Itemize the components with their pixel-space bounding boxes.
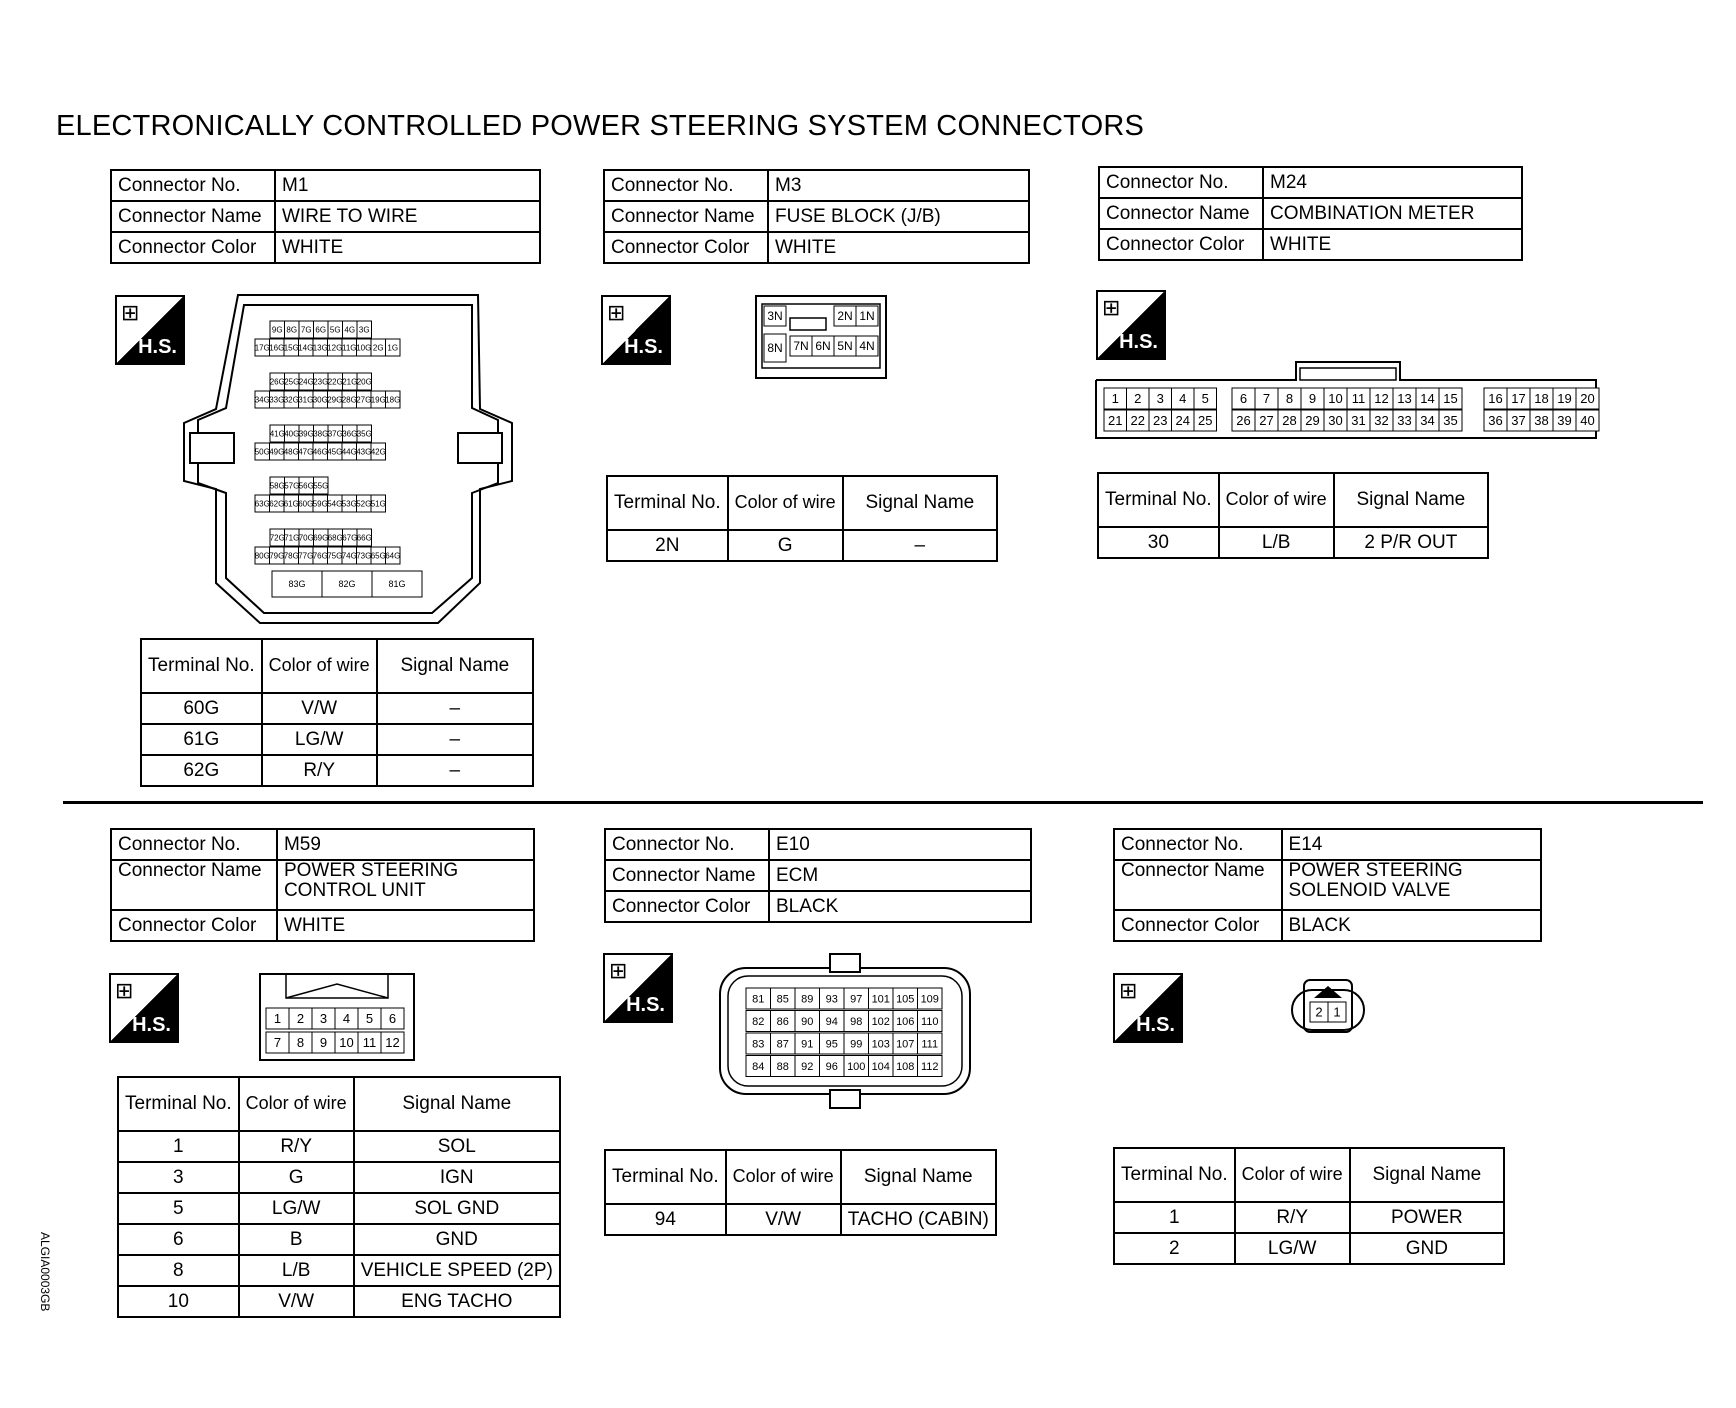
pin-label: 79G	[269, 551, 285, 561]
pin-label: 38	[1534, 413, 1549, 429]
pin-label: 47G	[298, 447, 314, 457]
pin-label: 112	[920, 1060, 939, 1073]
connector-color-value: WHITE	[275, 232, 540, 263]
pin-label: 3	[1156, 391, 1164, 407]
pin-label: 35G	[356, 429, 372, 439]
terminal-table-e10: Terminal No. Color of wire Signal Name 94 V/W TACHO (CABIN)	[604, 1149, 997, 1236]
terminal-table-m1: Terminal No. Color of wire Signal Name 60G V/W – 61G LG/W – 62G R/Y –	[140, 638, 534, 787]
pin-label: 1	[1111, 391, 1119, 407]
pin-label: 91	[801, 1038, 814, 1051]
pin-label: 13G	[312, 343, 328, 353]
pin-label: 45G	[327, 447, 343, 457]
pin-label: 35	[1443, 413, 1458, 429]
harness-side-icon: ⊞ H.S.	[601, 295, 671, 365]
pin-label: 41G	[269, 429, 285, 439]
pin-label: 32	[1374, 413, 1389, 429]
pin-label: 36G	[342, 429, 358, 439]
pin-label: 109	[920, 993, 939, 1006]
page-title: ELECTRONICALLY CONTROLLED POWER STEERING SYSTEM CONNECTORS	[56, 110, 1145, 142]
pin-label: 101	[871, 993, 890, 1006]
pin-label: 32G	[283, 395, 299, 405]
pin-label: 39	[1557, 413, 1572, 429]
pin-label: 2	[296, 1011, 305, 1027]
pin-label: 88	[776, 1060, 789, 1073]
harness-side-icon: ⊞ H.S.	[1096, 290, 1166, 360]
pin-label: 59G	[312, 499, 328, 509]
connector-no-value: M1	[275, 170, 540, 201]
pin-label: 4	[342, 1011, 351, 1027]
pin-label: 30	[1328, 413, 1343, 429]
figure-code: ALGIA0003GB	[38, 1232, 52, 1312]
terminal-table-m24: Terminal No. Color of wire Signal Name 30 L/B 2 P/R OUT	[1097, 472, 1489, 559]
pin-label: 70G	[298, 533, 314, 543]
pin-label: 12G	[327, 343, 343, 353]
pin-label: 7N	[793, 339, 809, 354]
pin-label: 5	[365, 1011, 374, 1027]
pin-label: 93	[825, 993, 838, 1006]
pin-label: 98	[850, 1015, 863, 1028]
pin-label: 55G	[313, 481, 329, 491]
pin-label: 82	[752, 1015, 765, 1028]
pin-label: 77G	[298, 551, 314, 561]
pin-label: 92	[801, 1060, 814, 1073]
pin-label: 2	[1134, 391, 1142, 407]
connector-e10-diagram	[718, 952, 972, 1112]
pin-label: 6N	[815, 339, 831, 354]
pin-label: 37G	[327, 429, 343, 439]
pin-label: 2G	[372, 343, 384, 353]
pin-label: 12	[385, 1035, 400, 1051]
pin-label: 14G	[298, 343, 314, 353]
harness-side-icon: ⊞ H.S.	[109, 973, 179, 1043]
pin-label: 11G	[341, 343, 357, 353]
pin-label: 63G	[254, 499, 270, 509]
pin-label: 65G	[370, 551, 386, 561]
pin-label: 37	[1511, 413, 1526, 429]
pin-label: 17G	[254, 343, 270, 353]
pin-label: 56G	[298, 481, 314, 491]
pin-label: 84	[752, 1060, 765, 1073]
pin-label: 96	[825, 1060, 838, 1073]
pin-label: 9	[1308, 391, 1317, 407]
pin-label: 43G	[356, 447, 372, 457]
pin-label: 31	[1351, 413, 1366, 429]
label-connector-no: Connector No.	[111, 170, 275, 201]
pin-label: 53G	[341, 499, 357, 509]
pin-label: 2	[1315, 1004, 1323, 1020]
harness-side-icon: ⊞ H.S.	[603, 953, 673, 1023]
pin-label: 94	[825, 1015, 838, 1028]
terminal-table-e14: Terminal No. Color of wire Signal Name 1 R/Y POWER 2 LG/W GND	[1113, 1147, 1505, 1265]
pin-label: 1G	[387, 343, 399, 353]
pin-label: 40	[1580, 413, 1595, 429]
pin-label: 14	[1420, 391, 1435, 407]
pin-label: 107	[896, 1038, 915, 1051]
pin-label: 3G	[358, 325, 370, 335]
pin-label: 78G	[283, 551, 299, 561]
pin-label: 4	[1179, 391, 1187, 407]
pin-label: 87	[776, 1038, 789, 1051]
section-divider	[63, 801, 1703, 804]
pin-label: 34	[1420, 413, 1435, 429]
terminal-table-m3: Terminal No. Color of wire Signal Name 2N G –	[606, 475, 998, 562]
pin-label: 4N	[859, 339, 875, 354]
table-row: 5 LG/W SOL GND	[118, 1193, 560, 1224]
pin-label: 1	[1333, 1004, 1341, 1020]
pin-label: 95	[825, 1038, 838, 1051]
pin-label: 105	[896, 993, 915, 1006]
pin-label: 83	[752, 1038, 765, 1051]
pin-label: 104	[871, 1060, 890, 1073]
pin-label: 58G	[269, 481, 285, 491]
pin-label: 61G	[283, 499, 299, 509]
pin-label: 22G	[327, 377, 343, 387]
pin-label: 15	[1443, 391, 1458, 407]
pin-label: 51G	[370, 499, 386, 509]
pin-label: 33	[1397, 413, 1412, 429]
pin-label: 7G	[300, 325, 312, 335]
pin-label: 54G	[327, 499, 343, 509]
pin-label: 19	[1557, 391, 1572, 407]
pin-label: 100	[847, 1060, 866, 1073]
pin-label: 19G	[370, 395, 386, 405]
connector-info-m24: Connector No. M24 Connector Name COMBINATION METER Connector Color WHITE	[1098, 166, 1523, 261]
table-row: 1 R/Y SOL	[118, 1131, 560, 1162]
pin-label: 16G	[269, 343, 285, 353]
pin-label: 28	[1282, 413, 1297, 429]
pin-label: 6G	[315, 325, 327, 335]
label-connector-color: Connector Color	[111, 232, 275, 263]
connector-info-m1	[110, 169, 541, 264]
pin-label: 67G	[342, 533, 358, 543]
connector-info-m3: Connector No. M3 Connector Name FUSE BLOCK (J/B) Connector Color WHITE	[603, 169, 1030, 264]
pin-label: 81	[752, 993, 765, 1006]
pin-label: 40G	[284, 429, 300, 439]
pin-label: 23	[1153, 413, 1168, 429]
pin-label: 11	[1351, 391, 1366, 407]
pin-label: 20G	[356, 377, 372, 387]
pin-label: 8G	[286, 325, 298, 335]
pin-label: 8	[296, 1035, 305, 1051]
pin-label: 13	[1397, 391, 1412, 407]
pin-label: 52G	[356, 499, 372, 509]
pin-label: 97	[850, 993, 863, 1006]
pin-label: 5N	[837, 339, 853, 354]
table-row: 3 G IGN	[118, 1162, 560, 1193]
pin-label: 26	[1236, 413, 1251, 429]
pin-label: 74G	[341, 551, 357, 561]
pin-label: 6	[388, 1011, 397, 1027]
pin-label: 11	[362, 1035, 377, 1051]
connector-info-m59: Connector No. M59 Connector Name POWER STEERING CONTROL UNIT Connector Color WHITE	[110, 828, 535, 942]
pin-label: 6	[1239, 391, 1248, 407]
terminal-table-m59: Terminal No. Color of wire Signal Name 1 R/Y SOL 3 G IGN 5 LG/W SOL GND 6 B GND 8 L/B VEHICLE SPEED (2P) 10 V/W ENG TACHO	[117, 1076, 561, 1318]
pin-label: 85	[776, 993, 789, 1006]
pin-label: 16	[1488, 391, 1503, 407]
pin-label: 80G	[254, 551, 270, 561]
pin-label: 24	[1175, 413, 1190, 429]
pin-label: 5G	[329, 325, 341, 335]
pin-label: 71G	[284, 533, 300, 543]
harness-side-icon: ⊞ H.S.	[115, 295, 185, 365]
pin-label: 62G	[269, 499, 285, 509]
table-row: 2N G –	[607, 530, 997, 561]
table-row: 60G V/W –	[141, 693, 533, 724]
pin-label: 25G	[284, 377, 300, 387]
pin-label: 57G	[284, 481, 300, 491]
pin-label: 38G	[313, 429, 329, 439]
pin-label: 83G	[288, 579, 306, 590]
pin-label: 60G	[298, 499, 314, 509]
pin-label: 33G	[269, 395, 285, 405]
pin-label: 69G	[313, 533, 329, 543]
pin-label: 50G	[254, 447, 270, 457]
pin-label: 31G	[298, 395, 314, 405]
pin-label: 1N	[859, 309, 875, 324]
pin-label: 44G	[341, 447, 357, 457]
pin-label: 15G	[283, 343, 299, 353]
pin-label: 81G	[388, 579, 406, 590]
pin-label: 102	[871, 1015, 890, 1028]
pin-label: 111	[921, 1038, 939, 1051]
pin-label: 90	[801, 1015, 814, 1028]
pin-label: 39G	[298, 429, 314, 439]
pin-label: 17	[1511, 391, 1526, 407]
connector-info-e10: Connector No. E10 Connector Name ECM Connector Color BLACK	[604, 828, 1032, 923]
pin-label: 29	[1305, 413, 1320, 429]
connector-m59-diagram	[258, 972, 416, 1062]
pin-label: 1	[273, 1011, 282, 1027]
pin-label: 8	[1285, 391, 1294, 407]
connector-m3-diagram	[754, 294, 888, 380]
pin-label: 28G	[341, 395, 357, 405]
pin-label: 26G	[269, 377, 285, 387]
pin-label: 4G	[344, 325, 356, 335]
table-row: 8 L/B VEHICLE SPEED (2P)	[118, 1255, 560, 1286]
pin-label: 21G	[342, 377, 358, 387]
table-row: 2 LG/W GND	[1114, 1233, 1504, 1264]
pin-label: 46G	[312, 447, 328, 457]
pin-label: 110	[920, 1015, 939, 1028]
table-row: 62G R/Y –	[141, 755, 533, 786]
pin-label: 20	[1580, 391, 1595, 407]
pin-label: 7	[273, 1035, 282, 1051]
pin-label: 2N	[837, 309, 853, 324]
pin-label: 21	[1108, 413, 1123, 429]
pin-label: 5	[1201, 391, 1209, 407]
pin-label: 24G	[298, 377, 314, 387]
pin-label: 8N	[767, 341, 783, 356]
table-row: 10 V/W ENG TACHO	[118, 1286, 560, 1317]
table-row: 6 B GND	[118, 1224, 560, 1255]
table-row: 30 L/B 2 P/R OUT	[1098, 527, 1488, 558]
pin-label: 10	[1328, 391, 1343, 407]
pin-label: 29G	[327, 395, 343, 405]
pin-label: 66G	[356, 533, 372, 543]
pin-label: 25	[1198, 413, 1213, 429]
connector-info-e14: Connector No. E14 Connector Name POWER STEERING SOLENOID VALVE Connector Color BLACK	[1113, 828, 1542, 942]
pin-label: 7	[1262, 391, 1271, 407]
connector-e14-diagram	[1290, 978, 1366, 1044]
pin-label: 27	[1259, 413, 1274, 429]
pin-label: 106	[896, 1015, 915, 1028]
pin-label: 30G	[312, 395, 328, 405]
table-row: 1 R/Y POWER	[1114, 1202, 1504, 1233]
pin-label: 82G	[338, 579, 356, 590]
pin-label: 18	[1534, 391, 1549, 407]
pin-label: 3N	[767, 309, 783, 324]
pin-label: 3	[319, 1011, 328, 1027]
pin-label: 89	[801, 993, 814, 1006]
harness-side-icon: ⊞ H.S.	[1113, 973, 1183, 1043]
pin-label: 34G	[254, 395, 270, 405]
pin-label: 12	[1374, 391, 1389, 407]
pin-label: 76G	[312, 551, 328, 561]
pin-label: 18G	[385, 395, 401, 405]
pin-label: 9G	[271, 325, 283, 335]
pin-label: 103	[871, 1038, 890, 1051]
pin-label: 10G	[356, 343, 372, 353]
connector-name-value: WIRE TO WIRE	[275, 201, 540, 232]
pin-label: 73G	[356, 551, 372, 561]
pin-label: 86	[776, 1015, 789, 1028]
label-connector-name: Connector Name	[111, 201, 275, 232]
pin-label: 75G	[327, 551, 343, 561]
pin-label: 108	[896, 1060, 915, 1073]
pin-label: 23G	[313, 377, 329, 387]
table-row: 94 V/W TACHO (CABIN)	[605, 1204, 996, 1235]
pin-label: 10	[339, 1035, 354, 1051]
connector-m1-diagram	[180, 293, 516, 629]
pin-label: 99	[850, 1038, 863, 1051]
pin-label: 27G	[356, 395, 372, 405]
pin-label: 68G	[327, 533, 343, 543]
pin-label: 22	[1130, 413, 1145, 429]
connector-m24-diagram	[1094, 360, 1600, 442]
pin-label: 64G	[385, 551, 401, 561]
pin-label: 49G	[269, 447, 285, 457]
pin-label: 36	[1488, 413, 1503, 429]
pin-label: 72G	[269, 533, 285, 543]
pin-label: 48G	[283, 447, 299, 457]
table-row: 61G LG/W –	[141, 724, 533, 755]
pin-label: 9	[319, 1035, 328, 1051]
pin-label: 42G	[370, 447, 386, 457]
